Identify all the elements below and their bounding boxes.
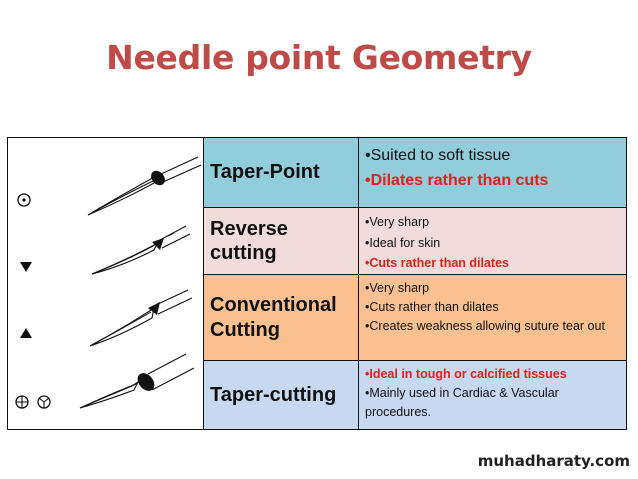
needle-type-name: Taper-cutting [204, 361, 359, 429]
description-line: •Mainly used in Cardiac & Vascular procedures. [365, 385, 559, 419]
description-line: •Very sharp [365, 281, 430, 295]
conventional-cutting-needle-illustration [20, 290, 192, 346]
needle-geometry-table [7, 137, 627, 430]
needle-type-name: Reverse cutting [204, 208, 359, 274]
needle-type-description [359, 138, 626, 207]
triangle-down-icon [20, 262, 32, 272]
description-line: •Creates weakness allowing suture tear out [365, 318, 605, 333]
needle-type-description [359, 208, 626, 274]
description-line: •Cuts rather than dilates [365, 299, 499, 314]
triangle-up-icon [20, 328, 32, 338]
table-row-taper-cutting [204, 361, 626, 429]
needle-type-description [359, 275, 626, 360]
description-line: •Very sharp [365, 215, 430, 229]
table-row-conventional-cutting [204, 275, 626, 361]
needle-type-name: Taper-Point [204, 138, 359, 207]
slide-title: Needle point Geometry [106, 38, 532, 77]
taper-cutting-needle-illustration [16, 354, 194, 408]
description-line-emphasis: •Cuts rather than dilates [365, 256, 509, 271]
reverse-cutting-needle-illustration [20, 226, 190, 274]
watermark-text: muhadharaty.com [477, 452, 630, 470]
description-line: •Ideal for skin [365, 235, 441, 250]
needle-illustrations-column [8, 138, 204, 429]
table-row-taper-point [204, 138, 626, 208]
table-row-reverse-cutting [204, 208, 626, 275]
description-line: •Suited to soft tissue [365, 147, 511, 164]
description-line-emphasis: •Ideal in tough or calcified tissues [365, 367, 567, 381]
needle-type-description [359, 361, 626, 429]
needle-type-name: Conventional Cutting [204, 275, 359, 360]
description-line-emphasis: •Dilates rather than cuts [365, 171, 549, 189]
taper-point-needle-illustration [18, 157, 201, 215]
needle-illustrations [8, 138, 202, 429]
